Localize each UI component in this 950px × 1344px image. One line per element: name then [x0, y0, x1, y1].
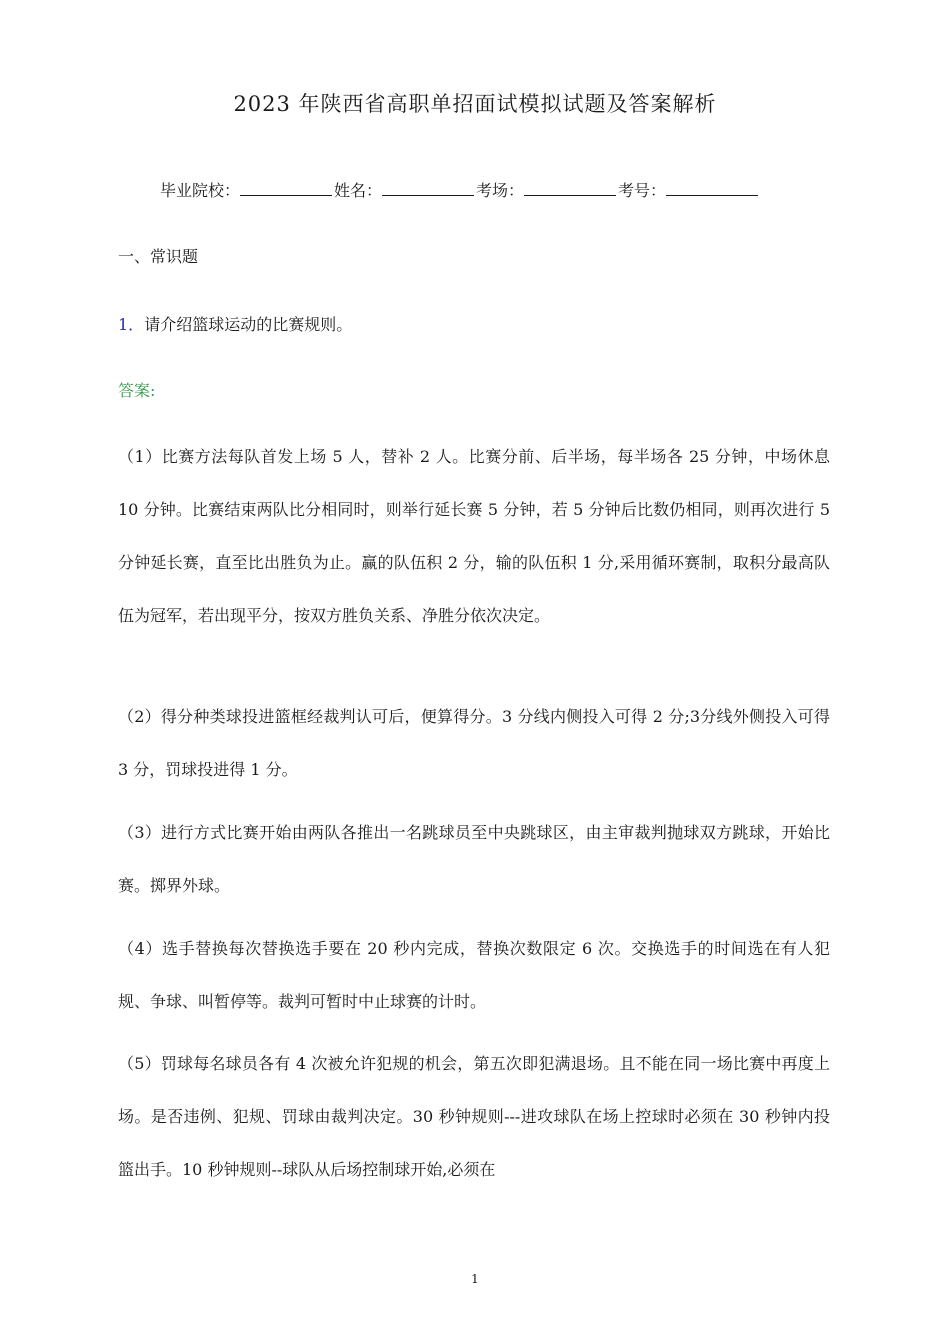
exam-number-blank[interactable] — [666, 181, 758, 196]
name-blank[interactable] — [382, 181, 474, 196]
question-number: 1． — [118, 315, 145, 334]
answer-paragraph-3: （3）进行方式比赛开始由两队各推出一名跳球员至中央跳球区，由主审裁判抛球双方跳球，开始比赛。掷界外球。 — [118, 823, 830, 895]
name-label: 姓名： — [334, 181, 383, 200]
school-label: 毕业院校： — [160, 181, 241, 200]
exam-number-label: 考号： — [618, 181, 667, 200]
exam-room-blank[interactable] — [524, 181, 616, 196]
document-title: 2023 年陕西省高职单招面试模拟试题及答案解析 — [233, 92, 717, 116]
section-heading: 一、常识题 — [118, 247, 199, 266]
question-1 — [118, 312, 352, 335]
exam-room-label: 考场： — [476, 181, 525, 200]
answer-paragraph-4: （4）选手替换每次替换选手要在 20 秒内完成，替换次数限定 6 次。交换选手的时间选在有人犯规、争球、叫暂停等。裁判可暂时中止球赛的计时。 — [118, 939, 830, 1011]
school-blank[interactable] — [240, 181, 332, 196]
answer-paragraph-5: （5）罚球每名球员各有 4 次被允许犯规的机会，第五次即犯满退场。且不能在同一场比赛中再度上场。是否违例、犯规、罚球由裁判决定。30 秒钟规则---进攻球队在场上控球时必须在 30 秒钟内投篮出手。10 秒钟规则--球队从后场控制球开始,必须在 — [118, 1054, 830, 1179]
candidate-info-row — [160, 178, 820, 201]
answer-paragraph-1: （1）比赛方法每队首发上场 5 人，替补 2 人。比赛分前、后半场，每半场各 25 分钟，中场休息 10 分钟。比赛结束两队比分相同时，则举行延长赛 5 分钟，若 5 分钟后比数仍相同，则再次进行 5 分钟延长赛，直至比出胜负为止。赢的队伍积 2 分，输的队伍积 1 分,采用循环赛制，取积分最高队伍为冠军，若出现平分，按双方胜负关系、净胜分依次决定。 — [118, 447, 830, 625]
question-text: 请介绍篮球运动的比赛规则。 — [144, 315, 353, 334]
page-number: 1 — [471, 1272, 479, 1286]
answer-paragraph-2: （2）得分种类球投进篮框经裁判认可后，便算得分。3 分线内侧投入可得 2 分;3分线外侧投入可得 3 分，罚球投进得 1 分。 — [118, 707, 830, 779]
answer-label: 答案: — [118, 381, 156, 400]
